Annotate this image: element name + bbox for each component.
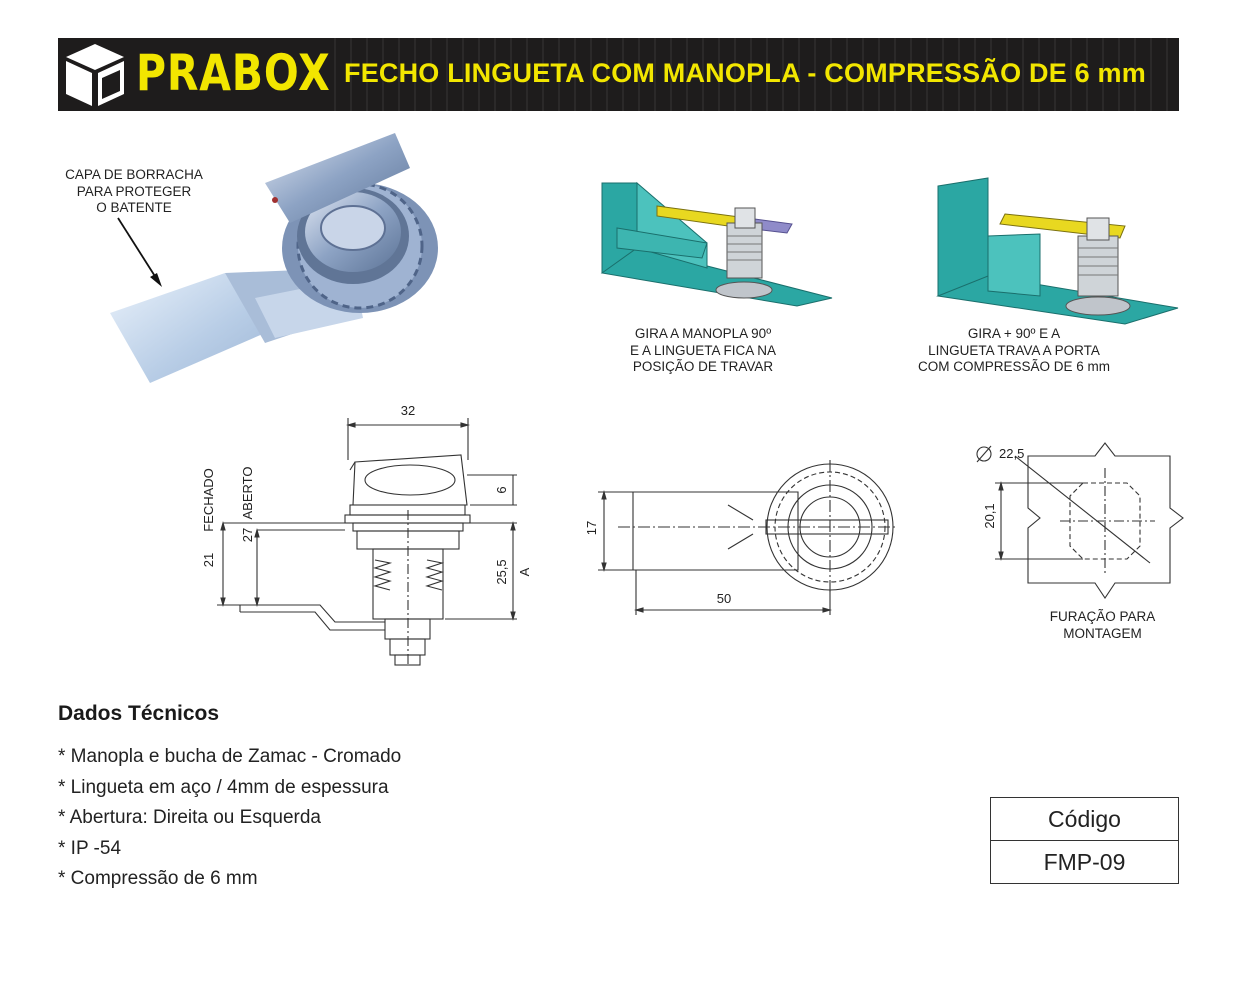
cutout-drawing [965,438,1190,603]
dim-diameter: 22,5 [999,446,1025,461]
tech-heading: Dados Técnicos [58,702,220,725]
tech-item: * Lingueta em aço / 4mm de espessura [58,776,389,798]
brand-area [58,38,331,111]
dim-aberto-label: ABERTO [240,466,255,520]
dim-fechado-value: 21 [201,552,216,568]
dim-width: 32 [400,403,416,418]
dim-fechado-label: FECHADO [201,468,216,532]
lock-photo [105,128,450,393]
side-view-drawing [195,400,540,680]
box-logo-icon [62,40,128,110]
dim-front-height: 17 [584,520,599,536]
brand-name: PRABOX [136,44,331,102]
tech-list [58,742,401,895]
tech-item: * Abertura: Direita ou Esquerda [58,807,321,828]
code-value: FMP-09 [991,840,1178,883]
illustration-lock-open [597,178,837,308]
page-title: FECHO LINGUETA COM MANOPLA - COMPRESSÃO DE 6 mm [344,58,1146,88]
photo-caption: CAPA DE BORRACHA PARA PROTEGER O BATENTE [65,167,203,215]
dim-flat: 20,1 [982,503,997,529]
illustration-1-caption: GIRA A MANOPLA 90º E A LINGUETA FICA NA POSIÇÃO DE TRAVAR [629,326,777,374]
dim-knob-height: 6 [494,486,509,494]
cutout-caption: FURAÇÃO PARA MONTAGEM [1049,609,1156,641]
illustration-2-caption: GIRA + 90º E A LINGUETA TRAVA A PORTA COM COMPRESSÃO DE 6 mm [917,326,1111,374]
header-banner [58,38,1179,111]
code-label: Código [1048,806,1121,832]
tech-item: * IP -54 [58,837,122,859]
dim-aberto-value: 27 [240,527,255,543]
illustration-lock-closed [930,176,1180,326]
dim-a-label: A [517,567,532,577]
dim-front-length: 50 [716,591,732,606]
tech-item: * Manopla e bucha de Zamac - Cromado [58,746,402,767]
front-view-drawing [578,450,908,620]
code-table [990,797,1179,884]
tech-item: * Compressão de 6 mm [58,868,258,889]
dim-body-height: 25,5 [494,559,509,585]
